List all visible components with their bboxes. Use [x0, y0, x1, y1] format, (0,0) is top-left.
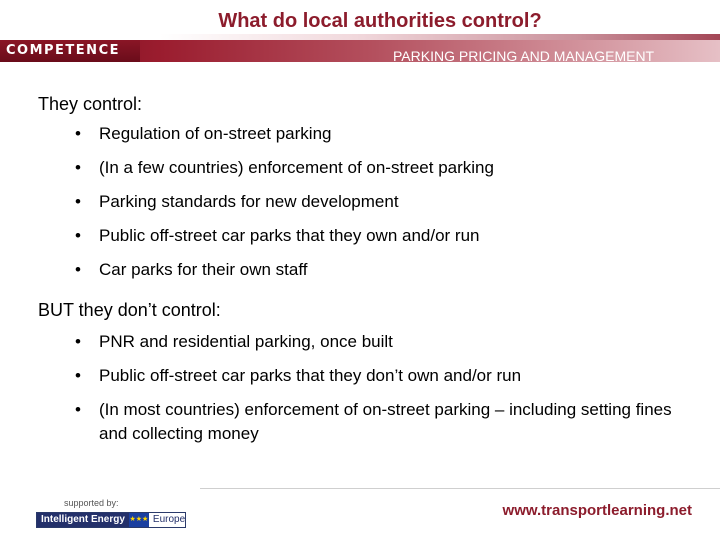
list-item — [75, 258, 689, 282]
list-item-text: Car parks for their own staff — [99, 260, 308, 279]
page-title: What do local authorities control? — [218, 10, 542, 32]
bullet-icon: • — [75, 158, 81, 177]
sponsor-region: Europe — [149, 513, 185, 527]
supported-by-label: supported by: — [64, 498, 119, 508]
bullet-icon: • — [75, 124, 81, 143]
sponsor-name: Intelligent Energy — [37, 513, 129, 527]
list-item-text: (In most countries) enforcement of on-street parking – including setting fines and collecting money — [99, 400, 672, 443]
intelligent-energy-logo — [36, 512, 186, 528]
section-label: PARKING PRICING AND MANAGEMENT — [393, 48, 655, 64]
bullet-icon: • — [75, 192, 81, 211]
competence-logo: COMPETENCE — [0, 40, 140, 62]
website-link[interactable]: www.transportlearning.net — [502, 502, 692, 519]
eu-flag-icon: ★★★ — [129, 513, 149, 527]
list-item — [75, 122, 689, 146]
list-item-text: PNR and residential parking, once built — [99, 332, 393, 351]
bullet-icon: • — [75, 332, 81, 351]
list-item-text: Parking standards for new development — [99, 192, 399, 211]
control-heading: They control: — [38, 94, 143, 114]
list-item-text: Public off-street car parks that they own and/or run — [99, 226, 480, 245]
list-item — [75, 224, 689, 248]
not-control-heading: BUT they don’t control: — [38, 300, 221, 320]
bullet-icon: • — [75, 226, 81, 245]
list-item — [75, 330, 689, 354]
list-item-text: (In a few countries) enforcement of on-street parking — [99, 158, 494, 177]
list-item — [75, 190, 689, 214]
bullet-icon: • — [75, 366, 81, 385]
list-item — [75, 398, 679, 446]
footer-divider — [200, 488, 720, 489]
list-item-text: Regulation of on-street parking — [99, 124, 332, 143]
list-item — [75, 156, 689, 180]
bullet-icon: • — [75, 400, 81, 419]
list-item — [75, 364, 689, 388]
list-item-text: Public off-street car parks that they don’t own and/or run — [99, 366, 522, 385]
bullet-icon: • — [75, 260, 81, 279]
